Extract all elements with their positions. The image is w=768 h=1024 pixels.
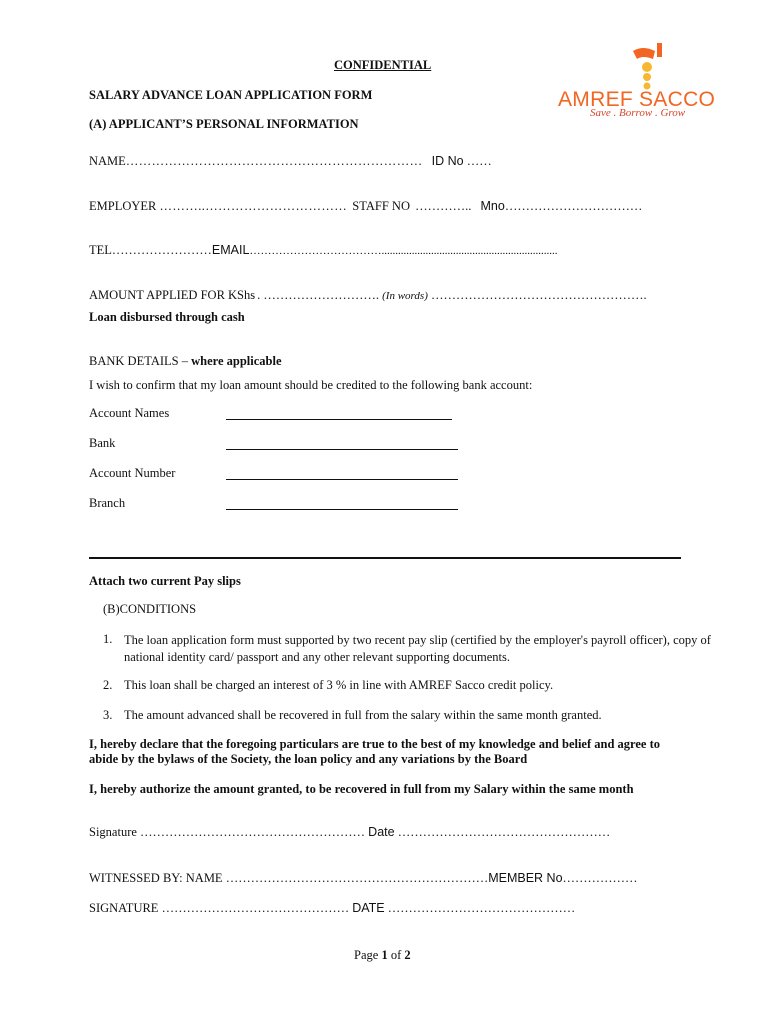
date-field[interactable]: …………………………………………… xyxy=(397,825,611,839)
account-number-label: Account Number xyxy=(89,466,176,480)
witness-signature-row xyxy=(89,901,575,916)
email-label: EMAIL xyxy=(211,243,250,257)
id-no-label: ID No xyxy=(431,154,464,168)
witness-signature-label: SIGNATURE xyxy=(89,901,159,915)
employer-row xyxy=(89,199,642,214)
bank-field[interactable] xyxy=(226,439,458,450)
name-row xyxy=(89,154,492,169)
conditions-heading: (B)CONDITIONS xyxy=(103,602,197,616)
account-number-field[interactable] xyxy=(226,469,458,480)
page-total: 2 xyxy=(404,948,411,962)
coin-hand-icon xyxy=(627,41,675,91)
name-field[interactable]: …………………………………………………………… xyxy=(125,154,423,168)
authorization-text: I, hereby authorize the amount granted, to be recovered in full from my Salary within the same month xyxy=(89,782,634,796)
section-a-heading: (A) APPLICANT’S PERSONAL INFORMATION xyxy=(89,117,359,131)
bank-intro: I wish to confirm that my loan amount should be credited to the following bank account: xyxy=(89,378,533,392)
signature-field[interactable]: ……………………………………………… xyxy=(140,825,366,839)
condition-3-number: 3. xyxy=(103,708,113,722)
staff-no-field[interactable]: ………….. xyxy=(415,199,472,213)
witnessed-by-label: WITNESSED BY: NAME xyxy=(89,871,223,885)
section-divider xyxy=(89,557,681,559)
witness-date-field[interactable]: ……………………………………… xyxy=(387,901,576,915)
signature-row xyxy=(89,825,610,840)
logo-tagline: Save . Borrow . Grow xyxy=(590,107,686,119)
bank-details-heading xyxy=(89,354,282,369)
tel-label: TEL xyxy=(89,243,112,257)
account-names-field[interactable] xyxy=(226,409,452,420)
bank-heading-plain: BANK DETAILS – xyxy=(89,354,192,368)
amount-field[interactable]: . ………………………. xyxy=(257,288,379,302)
page-number: 1 xyxy=(381,948,388,962)
member-no-label: MEMBER No xyxy=(488,871,563,885)
account-names-label: Account Names xyxy=(89,406,170,420)
staff-no-label: STAFF NO xyxy=(352,199,410,213)
tel-row xyxy=(89,243,557,258)
tel-field[interactable]: …………………… xyxy=(111,243,212,257)
name-label: NAME xyxy=(89,154,126,168)
employer-field[interactable]: ………..…………………………… xyxy=(159,199,348,213)
bank-heading-bold: where applicable xyxy=(191,354,282,368)
condition-2-number: 2. xyxy=(103,678,113,692)
email-field[interactable]: ………………………………................................................................ xyxy=(249,245,558,257)
logo-brand-right: SACCO xyxy=(639,88,716,111)
amount-label: AMOUNT APPLIED FOR KShs xyxy=(89,288,256,302)
confidential-heading: CONFIDENTIAL xyxy=(334,58,432,72)
logo-brand-left: AMREF xyxy=(558,88,633,111)
signature-label: Signature xyxy=(89,825,137,839)
of-word: of xyxy=(390,948,402,962)
condition-1-text: The loan application form must supported by two recent pay slip (certified by the employer's payroll officer), copy of national identity card/ passport and any other relevant supporting documents. xyxy=(124,633,711,664)
in-words-label: (In words) xyxy=(382,290,428,302)
mno-field[interactable]: …………………………… xyxy=(504,199,643,213)
condition-1-number: 1. xyxy=(103,632,113,646)
witness-name-field[interactable]: ……………………………………………………… xyxy=(225,871,489,885)
bank-label: Bank xyxy=(89,436,116,450)
condition-2-text: This loan shall be charged an interest of 3 % in line with AMREF Sacco credit policy. xyxy=(124,678,554,692)
page-word: Page xyxy=(354,948,379,962)
branch-field[interactable] xyxy=(226,499,458,510)
declaration-text: I, hereby declare that the foregoing particulars are true to the best of my knowledge and belief and agree to abide by the bylaws of the Society, the loan policy and any variations by the Board xyxy=(89,737,661,766)
employer-label: EMPLOYER xyxy=(89,199,157,213)
member-no-field[interactable]: ……………… xyxy=(562,871,638,885)
witness-row xyxy=(89,871,638,886)
loan-disbursed-note: Loan disbursed through cash xyxy=(89,310,245,324)
amount-words-field[interactable]: ……………………………………………. xyxy=(430,288,647,302)
form-title: SALARY ADVANCE LOAN APPLICATION FORM xyxy=(89,88,373,102)
date-label: Date xyxy=(368,825,395,839)
branch-label: Branch xyxy=(89,496,126,510)
mno-label: Mno xyxy=(480,199,505,213)
amount-row xyxy=(89,288,647,303)
condition-3-text: The amount advanced shall be recovered in full from the salary within the same month granted. xyxy=(124,708,602,722)
id-no-field[interactable]: …… xyxy=(466,154,492,168)
attach-payslips-note: Attach two current Pay slips xyxy=(89,574,241,588)
witness-signature-field[interactable]: ……………………………………… xyxy=(161,901,350,915)
page-footer xyxy=(354,948,411,963)
witness-date-label: DATE xyxy=(352,901,385,915)
